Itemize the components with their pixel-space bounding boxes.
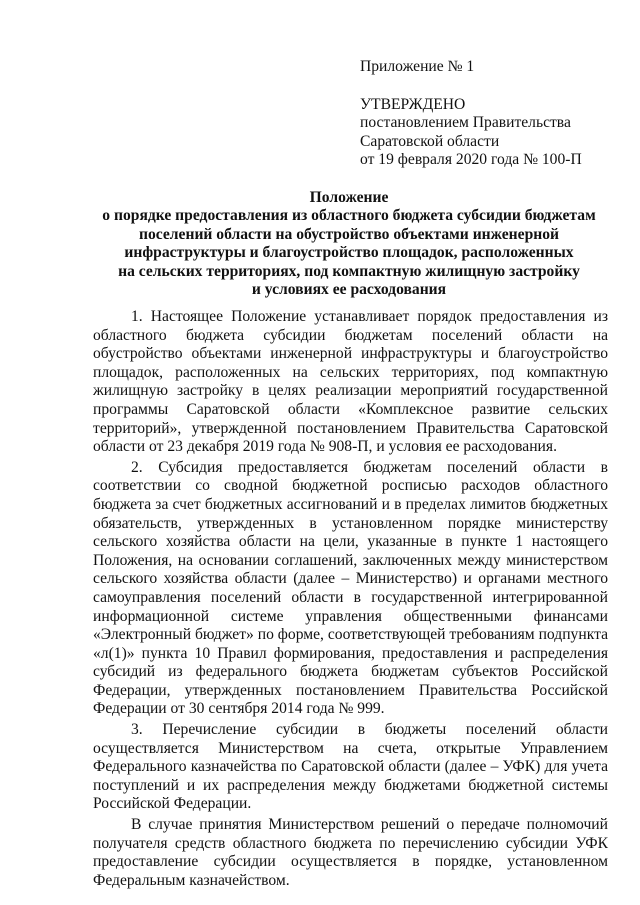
paragraph-3: 3. Перечисление субсидии в бюджеты поселений области осуществляется Министерством на счета, открытые Управлением Федерального казначейства по Саратовской области (далее – УФК) для учета поступлений и их распределения между бюджетами бюджетной системы Российской Федерации.	[93, 721, 608, 813]
document-title	[90, 189, 608, 299]
approval-date-line: от 19 февраля 2020 года № 100-П	[360, 151, 582, 168]
title-line-5: на сельских территориях, под компактную жилищную застройку	[118, 262, 580, 280]
appendix-number: Приложение № 1	[360, 58, 475, 75]
title-line-1: Положение	[309, 189, 389, 206]
title-line-3: поселений области на обустройство объектами инженерной	[138, 225, 560, 243]
approved-stamp-text: УТВЕРЖДЕНО	[360, 95, 466, 113]
title-line-2: о порядке предоставления из областного бюджета субсидии бюджетам	[102, 207, 596, 225]
approval-line-2: Саратовской области	[360, 132, 500, 150]
approval-block	[360, 58, 630, 170]
document-body	[93, 308, 608, 890]
paragraph-1: 1. Настоящее Положение устанавливает порядок предоставления из областного бюджета субсидии бюджетам поселений области на обустройство объектами инженерной инфраструктуры и благоустройство площадок, расположенных на сельских территориях, под компактную жилищную застройку в целях реализации мероприятий государственной программы Саратовской области «Комплексное развитие сельских территорий», утвержденной постановлением Правительства Саратовской области от 23 декабря 2019 года № 908-П, и условия ее расходования.	[93, 308, 608, 456]
paragraph-2: 2. Субсидия предоставляется бюджетам поселений области в соответствии со сводной бюджетной росписью расходов областного бюджета за счет бюджетных ассигнований и в пределах лимитов бюджетных обязательств, утвержденных в установленном порядке министерству сельского хозяйства области на цели, указанные в пункте 1 настоящего Положения, на основании соглашений, заключенных между министерством сельского хозяйства области (далее – Министерство) и органами местного самоуправления поселений области в государственной интегрированной информационной системе управления общественными финансами «Электронный бюджет» по форме, соответствующей требованиям подпункта «л(1)» пункта 10 Правил формирования, предоставления и распределения субсидий из федерального бюджета бюджетам субъектов Российской Федерации, утвержденных постановлением Правительства Российской Федерации от 30 сентября 2014 года № 999.	[93, 458, 608, 718]
paragraph-4: В случае принятия Министерством решений о передаче полномочий получателя средств областного бюджета по перечислению субсидии УФК предоставление субсидии осуществляется в порядке, установленном Федеральным казначейством.	[93, 816, 608, 889]
title-line-6: и условиях ее расходования	[251, 281, 447, 299]
title-line-4: инфраструктуры и благоустройство площадок, расположенных	[124, 244, 574, 262]
approval-line-1: постановлением Правительства	[360, 114, 571, 131]
